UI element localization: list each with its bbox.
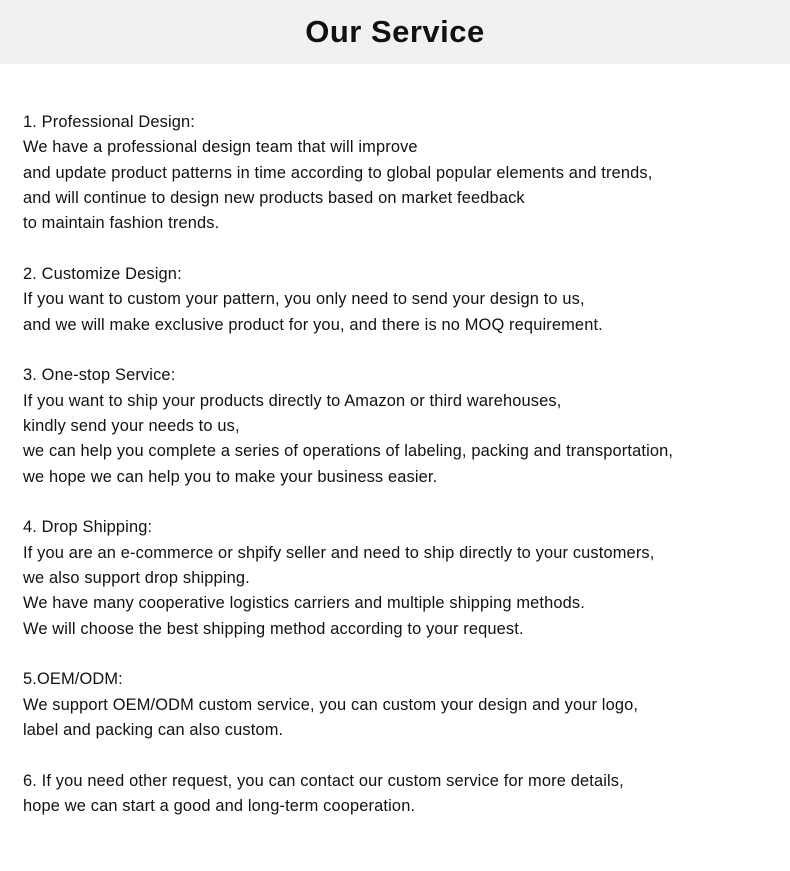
section-text-line: If you want to custom your pattern, you only need to send your design to us, (23, 290, 585, 309)
section-heading: 1. Professional Design: (23, 113, 195, 131)
section-text-line: We will choose the best shipping method according to your request. (23, 619, 524, 638)
section-other-request (23, 769, 783, 820)
section-professional-design (23, 110, 783, 236)
section-heading: 4. Drop Shipping: (23, 518, 153, 537)
section-text-line: to maintain fashion trends. (23, 214, 220, 233)
header-banner (0, 0, 790, 64)
section-text-line: and will continue to design new products based on market feedback (23, 188, 525, 207)
section-one-stop-service (23, 363, 783, 489)
section-oem-odm (23, 667, 783, 743)
section-customize-design (23, 262, 783, 338)
section-text-line: 6. If you need other request, you can contact our custom service for more details, (23, 771, 624, 790)
section-heading: 2. Customize Design: (23, 264, 182, 283)
section-text-line: We have many cooperative logistics carriers and multiple shipping methods. (23, 594, 585, 613)
section-heading: 3. One-stop Service: (23, 366, 176, 385)
section-text-line: we hope we can help you to make your business easier. (23, 467, 438, 486)
service-content (23, 110, 783, 845)
section-text-line: We support OEM/ODM custom service, you can custom your design and your logo, (23, 695, 639, 714)
section-text-line: If you want to ship your products directly to Amazon or third warehouses, (23, 391, 562, 410)
section-drop-shipping (23, 515, 783, 641)
section-text-line: we also support drop shipping. (23, 568, 250, 587)
section-text-line: label and packing can also custom. (23, 720, 284, 739)
section-text-line: We have a professional design team that will improve (23, 138, 418, 157)
section-heading: 5.OEM/ODM: (23, 670, 123, 689)
section-text-line: If you are an e-commerce or shpify seller and need to ship directly to your customers, (23, 543, 655, 562)
section-text-line: hope we can start a good and long-term cooperation. (23, 797, 416, 816)
section-text-line: and update product patterns in time according to global popular elements and trends, (23, 163, 653, 182)
section-text-line: and we will make exclusive product for you, and there is no MOQ requirement. (23, 315, 603, 334)
section-text-line: we can help you complete a series of operations of labeling, packing and transportation, (23, 442, 674, 461)
section-text-line: kindly send your needs to us, (23, 416, 240, 435)
page-title: Our Service (305, 14, 485, 49)
